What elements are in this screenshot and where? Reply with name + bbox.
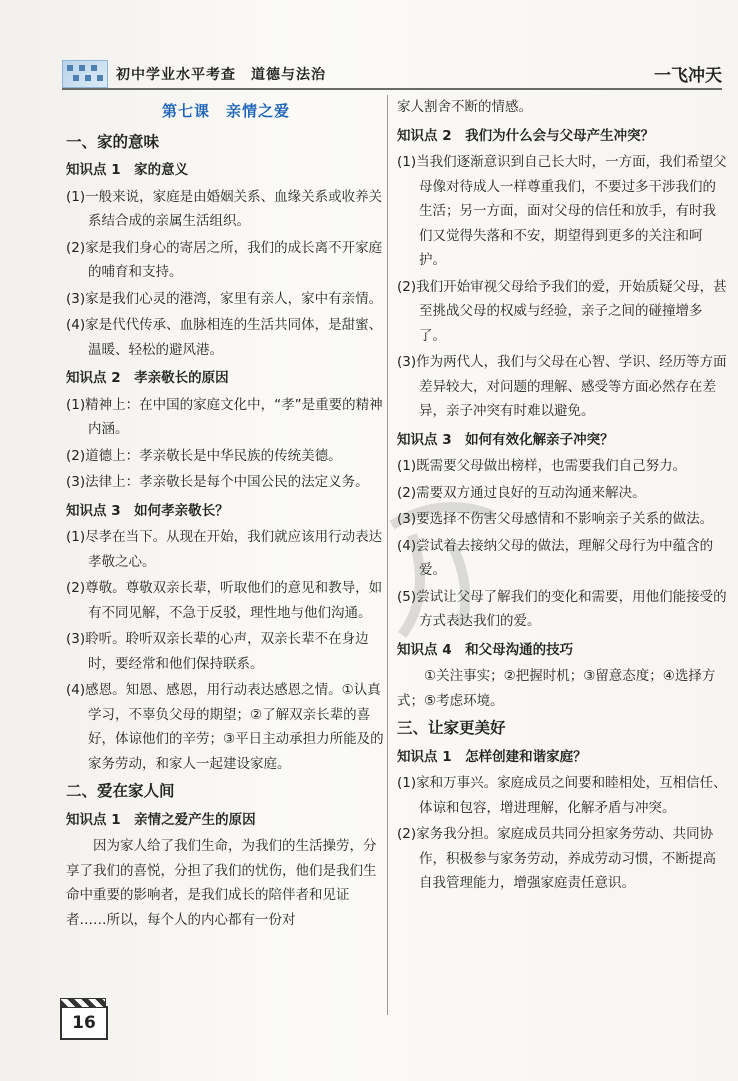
knowledge-point-heading: 知识点 3 如何有效化解亲子冲突？ [397,431,614,448]
list-item: (1)尽孝在当下。从现在开始，我们就应该用行动表达孝敬之心。 [66,529,383,570]
paragraph: ①关注事实；②把握时机；③留意态度；④选择方式；⑤考虑环境。 [397,668,716,709]
list-item: (1)家和万事兴。家庭成员之间要和睦相处，互相信任、体谅和包容，增进理解，化解矛盾与冲突。 [397,775,727,816]
list-item: (3)法律上：孝亲敬长是每个中国公民的法定义务。 [66,474,369,490]
knowledge-point-heading: 知识点 4 和父母沟通的技巧 [397,641,574,658]
page-number-stripe [60,998,106,1008]
list-item: (3)聆听。聆听双亲长辈的心声，双亲长辈不在身边时，要经常和他们保持联系。 [66,631,369,672]
list-item: (4)感恩。知恩、感恩，用行动表达感恩之情。①认真学习，不辜负父母的期望；②了解双亲长辈的喜好，体谅他们的辛劳；③平日主动承担力所能及的家务劳动，和家人一起建设家庭。 [66,682,384,772]
knowledge-point-heading: 知识点 1 亲情之爱产生的原因 [66,811,256,828]
list-item: (2)家务我分担。家庭成员共同分担家务劳动、共同协作，积极参与家务劳动，养成劳动习惯，不断提高自我管理能力，增强家庭责任意识。 [397,826,716,891]
list-item: (3)作为两代人，我们与父母在心智、学识、经历等方面差异较大，对问题的理解、感受等方面必然存在差异，亲子冲突有时难以避免。 [397,354,727,419]
list-item: (2)道德上：孝亲敬长是中华民族的传统美德。 [66,447,342,464]
list-item: (5)尝试让父母了解我们的变化和需要，用他们能接受的方式表达我们的爱。 [397,588,727,629]
header-brand: 一飞冲天 [654,66,722,86]
page-header [62,58,722,90]
section-heading: 二、爱在家人间 [66,782,175,800]
paragraph: 家人割舍不断的情感。 [397,99,532,115]
list-item: (3)家是我们心灵的港湾，家里有亲人，家中有亲情。 [66,290,383,307]
list-item: (1)一般来说，家庭是由婚姻关系、血缘关系或收养关系结合成的亲属生活组织。 [66,188,383,229]
list-item: (2)我们开始审视父母给予我们的爱，开始质疑父母，甚至挑战父母的权威与经验，亲子之间的碰撞增多了。 [397,278,727,344]
list-item: (2)家是我们身心的寄居之所，我们的成长离不开家庭的哺育和支持。 [66,239,383,280]
paragraph: 因为家人给了我们生命，为我们的生活操劳，分享了我们的喜悦，分担了我们的忧伤，他们是我们生命中重要的影响者，是我们成长的陪伴者和见证者……所以，每个人的内心都有一份对 [66,838,377,928]
section-heading: 三、让家更美好 [397,719,506,737]
header-title: 初中学业水平考查 道德与法治 [116,67,326,83]
left-column-body [66,130,386,933]
list-item: (4)家是代代传承、血脉相连的生活共同体，是甜蜜、温暖、轻松的避风港。 [66,317,383,358]
knowledge-point-heading: 知识点 1 怎样创建和谐家庭？ [397,748,587,765]
knowledge-point-heading: 知识点 3 如何孝亲敬长？ [66,502,229,519]
list-item: (1)精神上：在中国的家庭文化中，“孝”是重要的精神内涵。 [66,396,383,437]
knowledge-point-heading: 知识点 2 我们为什么会与父母产生冲突？ [397,127,655,144]
list-item: (3)要选择不伤害父母感情和不影响亲子关系的做法。 [397,511,714,527]
knowledge-point-heading: 知识点 2 孝亲敬长的原因 [66,370,229,386]
knowledge-point-heading: 知识点 1 家的意义 [66,162,189,178]
lesson-title: 第七课 亲情之爱 [161,102,290,120]
list-item: (1)既需要父母做出榜样，也需要我们自己努力。 [397,458,687,474]
left-column [66,95,386,934]
list-item: (4)尝试着去接纳父母的做法，理解父母行为中蕴含的爱。 [397,537,714,578]
watermark-icon [372,485,512,645]
header-logo-icon [62,60,108,88]
page-number [60,1006,108,1040]
section-heading: 一、家的意味 [66,132,160,151]
list-item: (2)尊敬。尊敬双亲长辈，听取他们的意见和教导，如有不同见解，不急于反驳，理性地与他们沟通。 [66,580,383,621]
list-item: (1)当我们逐渐意识到自己长大时，一方面，我们希望父母像对待成人一样尊重我们，不要过多干涉我们的生活；另一方面，面对父母的信任和放手，有时我们又觉得失落和不安，期望得到更多的关注和呵护。 [397,154,727,268]
page-number-text: 16 [72,1013,96,1033]
list-item: (2)需要双方通过良好的互动沟通来解决。 [397,484,646,501]
